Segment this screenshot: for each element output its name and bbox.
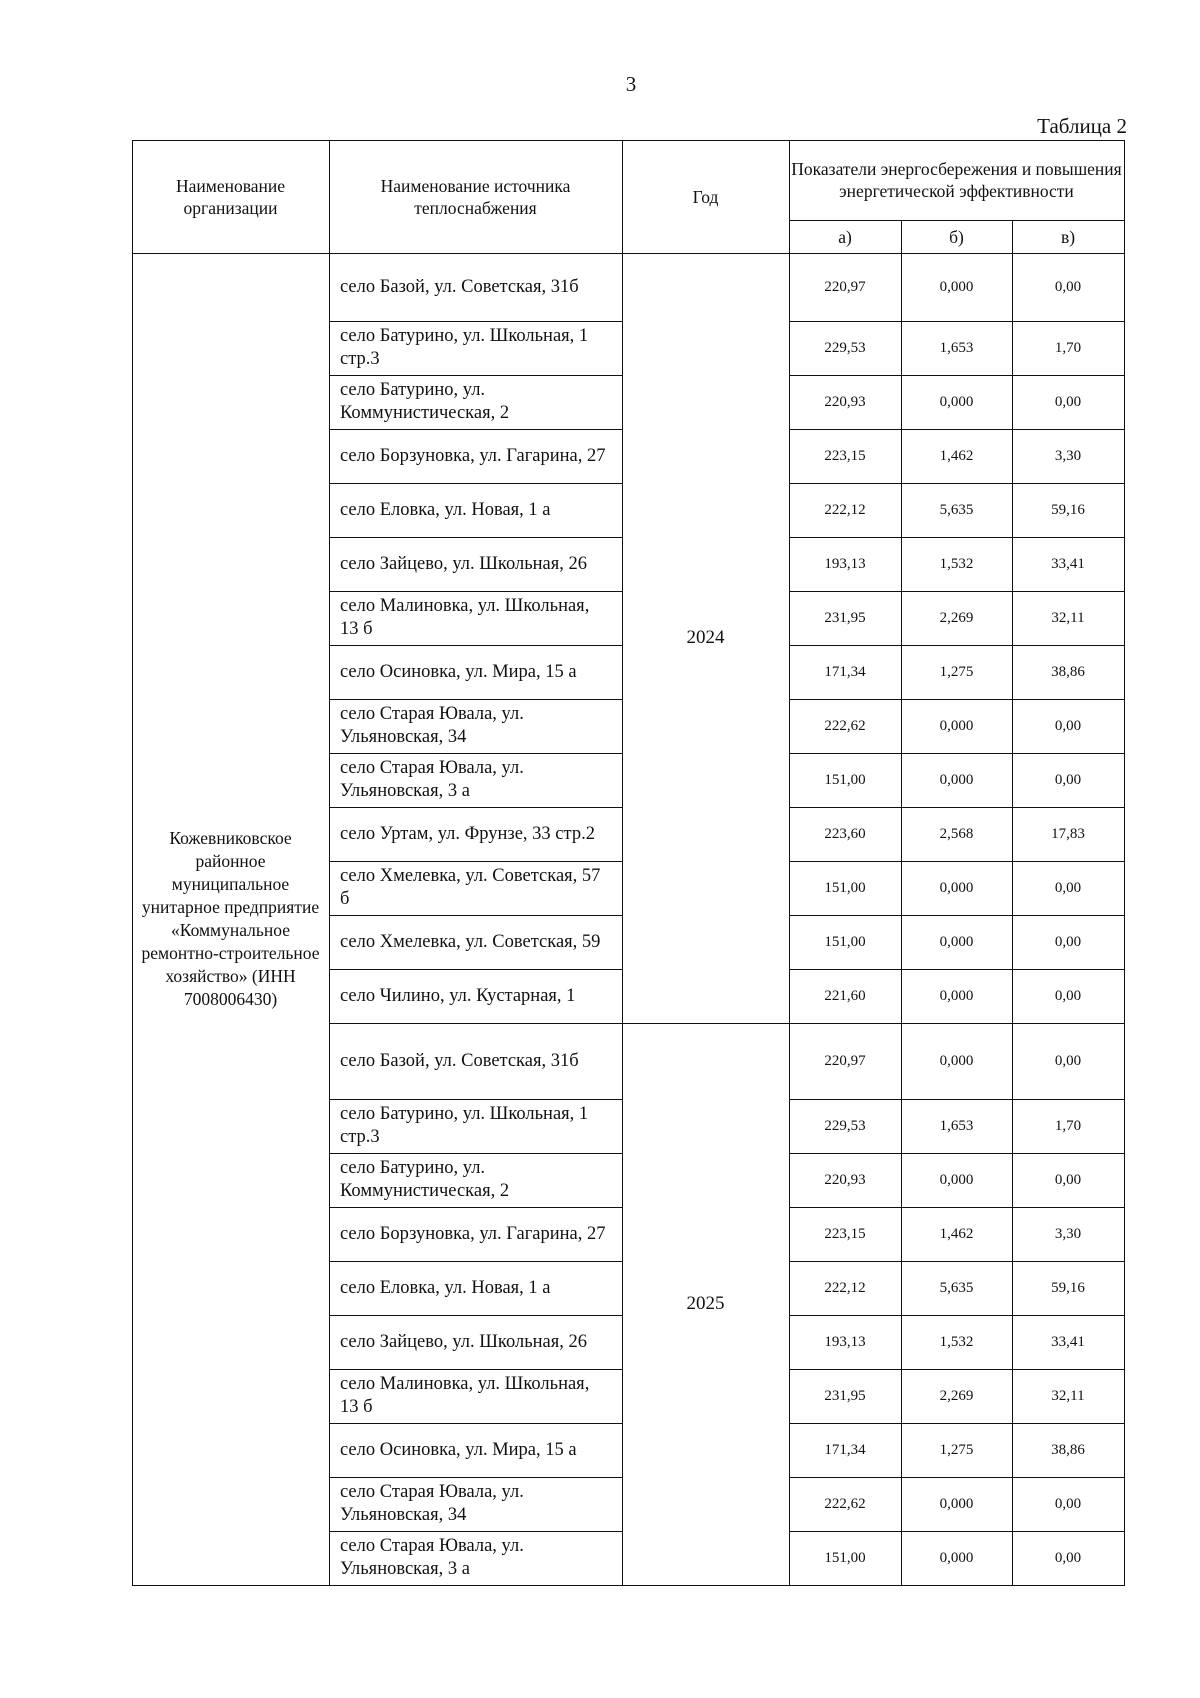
- value-c: 3,30: [1054, 1225, 1082, 1242]
- table-rule: [789, 861, 1125, 862]
- source-name: село Батурино, ул. Коммунистическая, 2: [340, 1158, 510, 1201]
- value-a: 231,95: [824, 609, 866, 626]
- header-col-a: а): [838, 226, 852, 247]
- value-c: 0,00: [1054, 1171, 1082, 1188]
- value-b: 0,000: [939, 879, 974, 896]
- table-rule: [789, 429, 1125, 430]
- table-rule: [789, 483, 1125, 484]
- table-rule: [329, 807, 623, 808]
- value-b: 0,000: [939, 987, 974, 1004]
- value-b: 0,000: [939, 1549, 974, 1566]
- table-rule: [789, 1369, 1125, 1370]
- value-b: 5,635: [939, 1279, 974, 1296]
- source-name: село Старая Ювала, ул. Ульяновская, 34: [340, 704, 524, 747]
- value-c: 0,00: [1054, 278, 1082, 295]
- value-a: 222,62: [824, 717, 866, 734]
- table-rule: [329, 483, 623, 484]
- value-c: 32,11: [1051, 1387, 1085, 1404]
- value-b: 1,532: [939, 555, 974, 572]
- value-c: 0,00: [1054, 1549, 1082, 1566]
- table-rule: [132, 140, 133, 1586]
- source-name: село Зайцево, ул. Школьная, 26: [340, 553, 588, 574]
- value-a: 223,60: [824, 825, 866, 842]
- table-rule: [1012, 220, 1013, 1586]
- value-b: 0,000: [939, 1495, 974, 1512]
- table-rule: [329, 1023, 623, 1024]
- table-rule: [329, 1099, 623, 1100]
- source-name: село Борзуновка, ул. Гагарина, 27: [340, 1223, 606, 1244]
- table-rule: [789, 591, 1125, 592]
- table-rule: [329, 1477, 623, 1478]
- value-b: 2,568: [939, 825, 974, 842]
- value-a: 229,53: [824, 339, 866, 356]
- source-name: село Малиновка, ул. Школьная, 13 б: [340, 1374, 590, 1417]
- value-a: 193,13: [824, 1333, 866, 1350]
- value-b: 0,000: [939, 278, 974, 295]
- source-name: село Старая Ювала, ул. Ульяновская, 3 а: [340, 758, 524, 801]
- source-name: село Батурино, ул. Коммунистическая, 2: [340, 380, 510, 423]
- table-rule: [329, 1261, 623, 1262]
- value-a: 151,00: [824, 933, 866, 950]
- value-a: 220,97: [824, 278, 866, 295]
- value-a: 229,53: [824, 1117, 866, 1134]
- source-name: село Базой, ул. Советская, 31б: [340, 1050, 579, 1071]
- value-c: 33,41: [1051, 555, 1085, 572]
- value-b: 1,275: [939, 663, 974, 680]
- table-rule: [622, 1023, 790, 1024]
- value-c: 59,16: [1051, 501, 1085, 518]
- table-caption: Таблица 2: [1037, 114, 1127, 138]
- header-col-c: в): [1060, 226, 1076, 247]
- value-c: 0,00: [1054, 1052, 1082, 1069]
- source-name: село Старая Ювала, ул. Ульяновская, 3 а: [340, 1536, 524, 1579]
- table-rule: [329, 537, 623, 538]
- header-organization: Наименование организации: [175, 175, 286, 218]
- value-c: 32,11: [1051, 609, 1085, 626]
- value-b: 1,532: [939, 1333, 974, 1350]
- table-rule: [329, 753, 623, 754]
- table-rule: [789, 1261, 1125, 1262]
- value-a: 171,34: [824, 663, 866, 680]
- table-rule: [329, 1423, 623, 1424]
- value-b: 2,269: [939, 1387, 974, 1404]
- value-c: 17,83: [1051, 825, 1085, 842]
- value-b: 1,462: [939, 1225, 974, 1242]
- table-rule: [329, 591, 623, 592]
- source-name: село Малиновка, ул. Школьная, 13 б: [340, 596, 590, 639]
- value-c: 59,16: [1051, 1279, 1085, 1296]
- value-a: 231,95: [824, 1387, 866, 1404]
- table-rule: [789, 915, 1125, 916]
- table-rule: [132, 253, 1125, 254]
- source-name: село Батурино, ул. Школьная, 1 стр.3: [340, 326, 589, 369]
- value-b: 0,000: [939, 1171, 974, 1188]
- header-col-b: б): [949, 226, 964, 247]
- value-b: 0,000: [939, 717, 974, 734]
- table-rule: [329, 140, 330, 1586]
- source-name: село Базой, ул. Советская, 31б: [340, 276, 579, 297]
- page-number: 3: [625, 72, 637, 96]
- table-rule: [789, 1207, 1125, 1208]
- value-a: 223,15: [824, 1225, 866, 1242]
- source-name: село Чилино, ул. Кустарная, 1: [340, 985, 576, 1006]
- table-rule: [901, 220, 902, 1586]
- table-rule: [789, 1099, 1125, 1100]
- value-a: 222,12: [824, 1279, 866, 1296]
- value-b: 5,635: [939, 501, 974, 518]
- value-c: 0,00: [1054, 717, 1082, 734]
- value-b: 0,000: [939, 771, 974, 788]
- value-c: 0,00: [1054, 987, 1082, 1004]
- source-name: село Батурино, ул. Школьная, 1 стр.3: [340, 1104, 589, 1147]
- table-rule: [329, 645, 623, 646]
- value-b: 1,275: [939, 1441, 974, 1458]
- value-c: 0,00: [1054, 1495, 1082, 1512]
- value-c: 38,86: [1051, 1441, 1085, 1458]
- table-rule: [789, 220, 1125, 221]
- value-a: 223,15: [824, 447, 866, 464]
- table-rule: [132, 140, 1125, 141]
- value-a: 221,60: [824, 987, 866, 1004]
- value-a: 151,00: [824, 879, 866, 896]
- value-b: 1,653: [939, 339, 974, 356]
- table-rule: [622, 140, 623, 1586]
- table-rule: [329, 375, 623, 376]
- organization-name: Кожевниковское районное муниципальное унитарное предприятие «Коммунальное ремонтно-строительное хозяйство» (ИНН 7008006430): [141, 828, 320, 1009]
- value-b: 0,000: [939, 393, 974, 410]
- source-name: село Осиновка, ул. Мира, 15 а: [340, 1439, 577, 1460]
- source-name: село Хмелевка, ул. Советская, 59: [340, 931, 601, 952]
- table-rule: [789, 645, 1125, 646]
- value-c: 3,30: [1054, 447, 1082, 464]
- value-a: 151,00: [824, 771, 866, 788]
- table-rule: [329, 321, 623, 322]
- source-name: село Еловка, ул. Новая, 1 а: [340, 1277, 551, 1298]
- table-rule: [789, 1315, 1125, 1316]
- source-name: село Хмелевка, ул. Советская, 57 б: [340, 866, 601, 909]
- table-rule: [329, 429, 623, 430]
- table-rule: [329, 1531, 623, 1532]
- year-cell: 2025: [686, 1293, 725, 1314]
- table-rule: [329, 861, 623, 862]
- table-rule: [789, 753, 1125, 754]
- header-year: Год: [692, 186, 719, 207]
- value-a: 222,12: [824, 501, 866, 518]
- source-name: село Еловка, ул. Новая, 1 а: [340, 499, 551, 520]
- year-cell: 2024: [686, 627, 725, 648]
- table-rule: [329, 1369, 623, 1370]
- value-a: 151,00: [824, 1549, 866, 1566]
- table-rule: [789, 1023, 1125, 1024]
- value-c: 0,00: [1054, 771, 1082, 788]
- value-c: 38,86: [1051, 663, 1085, 680]
- table-rule: [329, 969, 623, 970]
- value-a: 193,13: [824, 555, 866, 572]
- value-b: 0,000: [939, 1052, 974, 1069]
- table-rule: [789, 537, 1125, 538]
- value-b: 1,462: [939, 447, 974, 464]
- header-indicators: Показатели энергосбережения и повышения энергетической эффективности: [791, 159, 1122, 201]
- table-rule: [132, 1585, 1125, 1586]
- table-rule: [789, 140, 790, 1586]
- table-rule: [789, 321, 1125, 322]
- value-b: 0,000: [939, 933, 974, 950]
- source-name: село Борзуновка, ул. Гагарина, 27: [340, 445, 606, 466]
- value-a: 171,34: [824, 1441, 866, 1458]
- table-rule: [329, 699, 623, 700]
- table-rule: [789, 969, 1125, 970]
- table-rule: [329, 1315, 623, 1316]
- value-b: 1,653: [939, 1117, 974, 1134]
- value-b: 2,269: [939, 609, 974, 626]
- table-rule: [329, 915, 623, 916]
- value-c: 1,70: [1054, 1117, 1082, 1134]
- value-c: 0,00: [1054, 393, 1082, 410]
- data-table: [0, 140, 1200, 1600]
- table-rule: [789, 1423, 1125, 1424]
- table-rule: [789, 807, 1125, 808]
- table-rule: [789, 1153, 1125, 1154]
- table-rule: [789, 699, 1125, 700]
- value-c: 0,00: [1054, 933, 1082, 950]
- source-name: село Уртам, ул. Фрунзе, 33 стр.2: [340, 823, 595, 844]
- source-name: село Старая Ювала, ул. Ульяновская, 34: [340, 1482, 524, 1525]
- source-name: село Осиновка, ул. Мира, 15 а: [340, 661, 577, 682]
- table-rule: [789, 375, 1125, 376]
- table-rule: [789, 1477, 1125, 1478]
- header-source: Наименование источника теплоснабжения: [380, 175, 571, 218]
- table-rule: [329, 1207, 623, 1208]
- table-rule: [1124, 140, 1125, 1586]
- value-c: 1,70: [1054, 339, 1082, 356]
- value-a: 222,62: [824, 1495, 866, 1512]
- value-a: 220,93: [824, 393, 866, 410]
- value-a: 220,97: [824, 1052, 866, 1069]
- table-rule: [789, 1531, 1125, 1532]
- source-name: село Зайцево, ул. Школьная, 26: [340, 1331, 588, 1352]
- value-c: 0,00: [1054, 879, 1082, 896]
- value-a: 220,93: [824, 1171, 866, 1188]
- value-c: 33,41: [1051, 1333, 1085, 1350]
- table-rule: [329, 1153, 623, 1154]
